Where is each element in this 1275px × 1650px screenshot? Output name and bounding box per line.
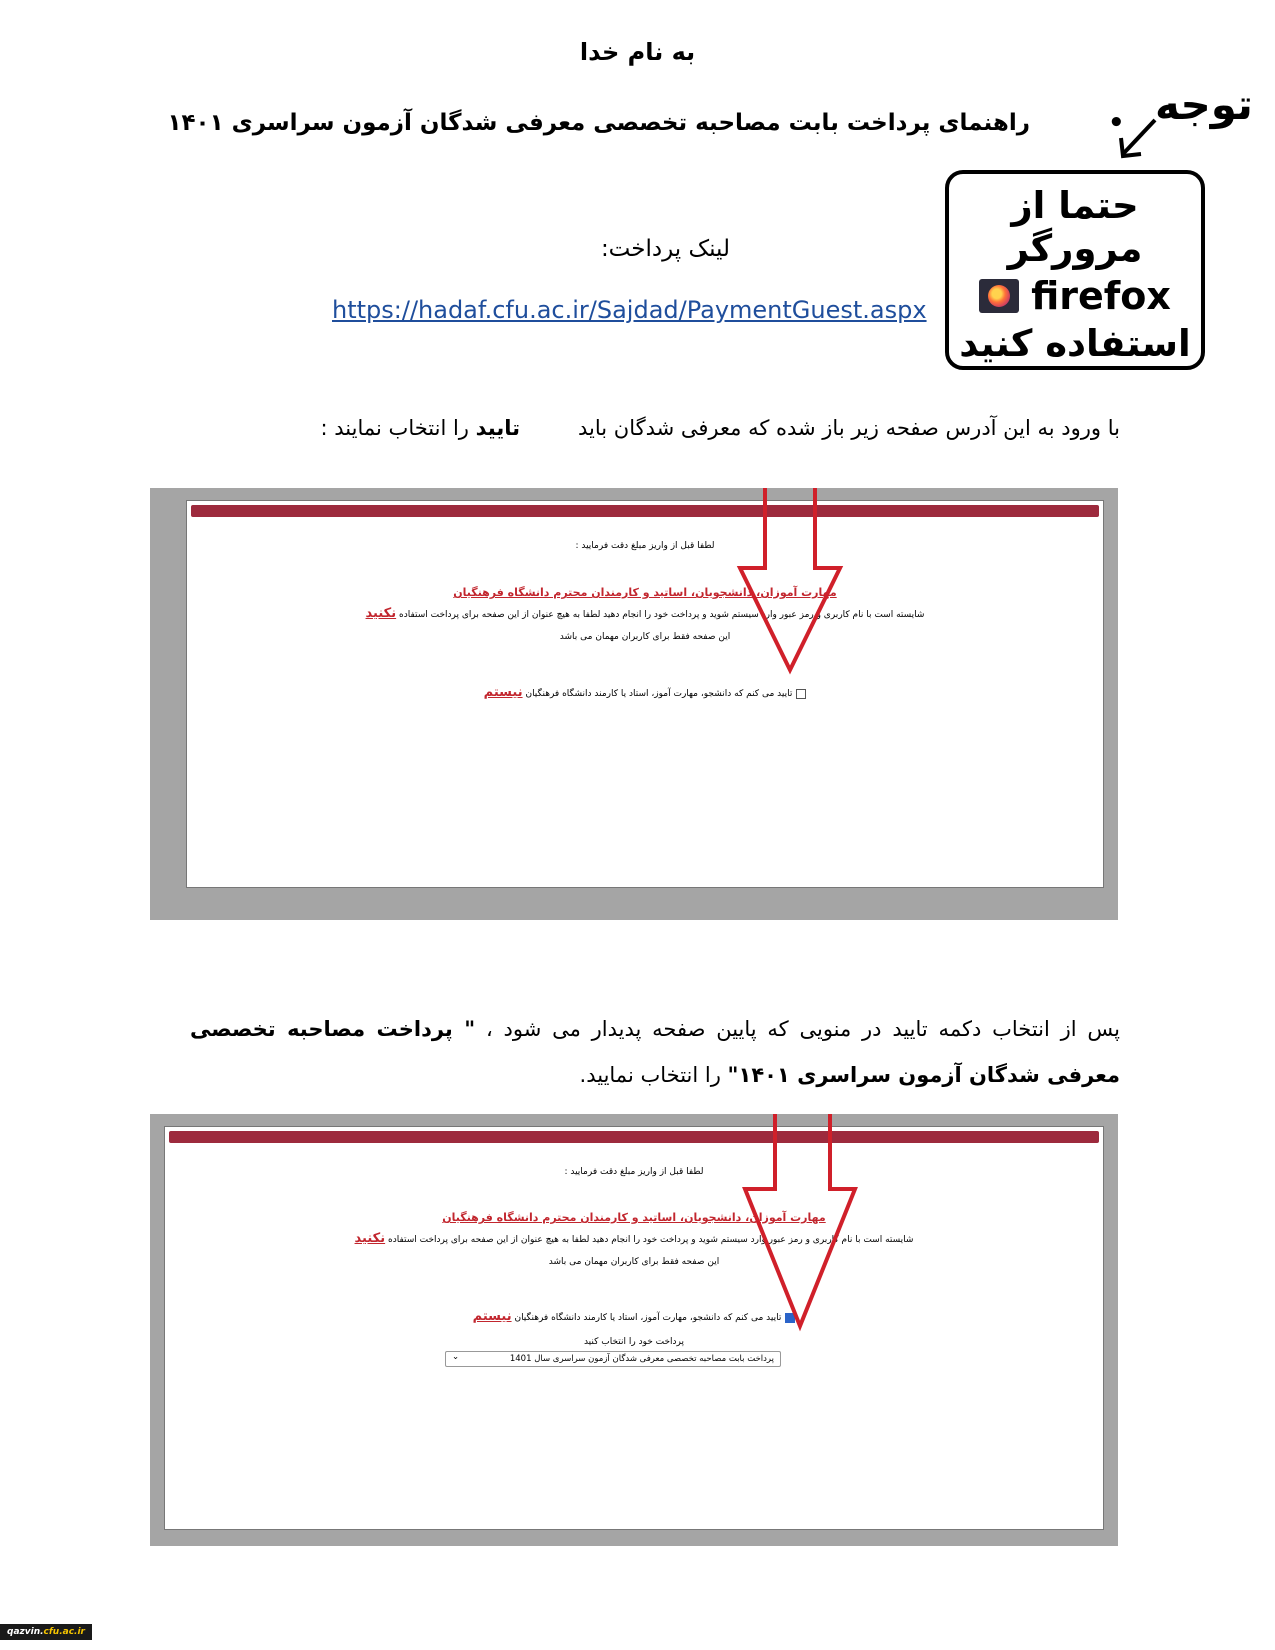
notice-line: لطفا قبل از واریز مبلغ دقت فرمایید :: [564, 1167, 704, 1177]
screenshot-1-page: [186, 500, 1104, 888]
para1-text-end: را انتخاب نمایند :: [320, 416, 476, 440]
bullet-dot: •: [1108, 108, 1125, 138]
notice-line-2: [949, 274, 1201, 318]
warning-text: شایسته است با نام کاربری و رمز عبور وارد سیستم شوید و پرداخت خود را انجام دهید لطفا به هیچ عنوان از این صفحه برای پرداخت استفاده: [399, 610, 925, 620]
audience-line: مهارت آموزان، دانشجویان، اساتید و کارمندان محترم دانشگاه فرهنگیان: [453, 586, 837, 599]
firefox-icon: [979, 279, 1019, 313]
header-bar: [191, 505, 1099, 517]
payment-label: لینک پرداخت:: [600, 236, 730, 262]
document-title: راهنمای پرداخت بابت مصاحبه تخصصی معرفی شدگان آزمون سراسری ۱۴۰۱: [167, 110, 1030, 136]
confirm-red: نیستم: [483, 685, 523, 700]
para2-text: پس از انتخاب دکمه تایید در منویی که پایین صفحه پدیدار می شود ،: [475, 1017, 1121, 1041]
payment-type-select[interactable]: [445, 1351, 781, 1367]
confirm-red: نیستم: [472, 1309, 512, 1324]
notice-line-3: استفاده کنید: [959, 322, 1191, 365]
firefox-notice-box: [945, 170, 1205, 370]
para2-text-end: را انتخاب نمایید.: [579, 1063, 728, 1087]
warning-text: شایسته است با نام کاربری و رمز عبور وارد سیستم شوید و پرداخت خود را انجام دهید لطفا به هیچ عنوان از این صفحه برای پرداخت استفاده: [388, 1235, 914, 1245]
confirm-row: [165, 1309, 1103, 1324]
select-label: پرداخت خود را انتخاب کنید: [583, 1337, 685, 1347]
warning-line: [165, 1231, 1103, 1246]
logo-brand: cfu.ac.ir: [43, 1627, 85, 1637]
instruction-paragraph-1: [290, 416, 1120, 440]
notice-line: لطفا قبل از واریز مبلغ دقت فرمایید :: [575, 541, 715, 551]
warning-line: [187, 606, 1103, 621]
select-value: پرداخت بابت مصاحبه تخصصی معرفی شدگان آزمون سراسری سال 1401: [509, 1354, 774, 1364]
chevron-down-icon: ⌄: [452, 1352, 460, 1362]
screenshot-2: [150, 1114, 1118, 1546]
notice-word: توجه: [1155, 80, 1253, 129]
para1-bold: تایید: [475, 416, 520, 440]
guest-line: این صفحه فقط برای کاربران مهمان می باشد: [559, 632, 731, 642]
notice-line-1: حتما از مرورگر: [1007, 184, 1143, 270]
logo-prefix: qazvin.: [7, 1627, 44, 1637]
payment-link[interactable]: https://hadaf.cfu.ac.ir/Sajdad/PaymentGuest.aspx: [332, 296, 927, 324]
warning-red: نکنید: [365, 606, 397, 621]
guest-line: این صفحه فقط برای کاربران مهمان می باشد: [548, 1257, 720, 1267]
browser-name: firefox: [1031, 274, 1171, 318]
confirm-row: [187, 685, 1103, 700]
confirm-checkbox[interactable]: [785, 1313, 795, 1323]
header-bar: [169, 1131, 1099, 1143]
confirm-checkbox[interactable]: [796, 689, 806, 699]
confirm-text: تایید می کنم که دانشجو، مهارت آموز، استاد یا کارمند دانشگاه فرهنگیان: [514, 1313, 782, 1323]
screenshot-2-page: [164, 1126, 1104, 1530]
warning-red: نکنید: [354, 1231, 386, 1246]
confirm-text: تایید می کنم که دانشجو، مهارت آموز، استاد یا کارمند دانشگاه فرهنگیان: [525, 689, 793, 699]
site-logo: [0, 1624, 92, 1640]
audience-line: مهارت آموزان، دانشجویان، اساتید و کارمندان محترم دانشگاه فرهنگیان: [442, 1211, 826, 1224]
screenshot-1: [150, 488, 1118, 920]
notice-arrow-icon: [1115, 112, 1165, 162]
page-heading: به نام خدا: [579, 38, 696, 66]
para1-text: با ورود به این آدرس صفحه زیر باز شده که معرفی شدگان باید: [577, 416, 1120, 440]
para2-bold: " پرداخت مصاحبه تخصصی معرفی شدگان آزمون سراسری ۱۴۰۱": [190, 1017, 1120, 1087]
instruction-paragraph-2: [190, 1006, 1120, 1098]
